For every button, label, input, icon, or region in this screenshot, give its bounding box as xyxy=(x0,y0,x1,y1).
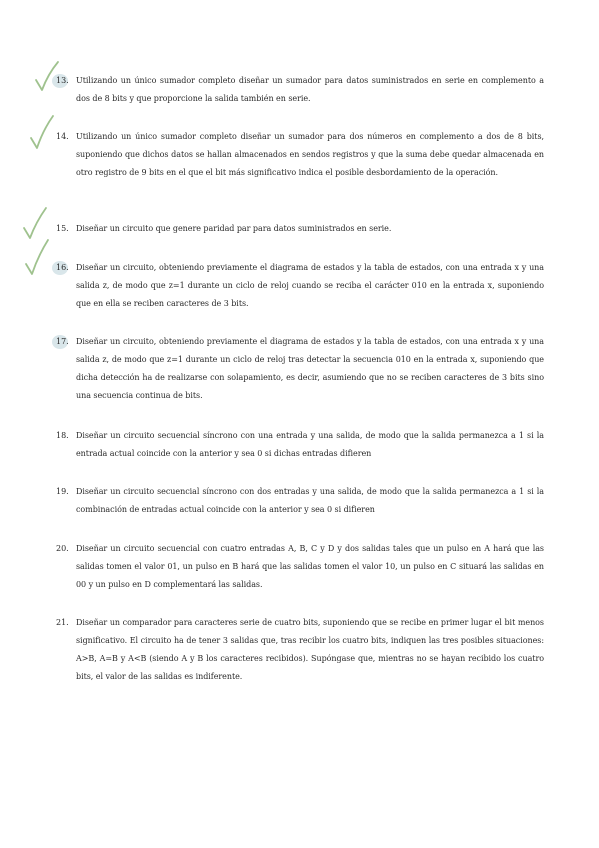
exercise-number: 14. xyxy=(56,132,69,141)
exercise-text: Diseñar un circuito secuencial síncrono con dos entradas y una salida, de modo que la salida permanezca a 1 si la combinación de entradas actual coincide con la anterior y sea 0 si difieren xyxy=(76,487,544,514)
exercise-17 xyxy=(56,333,544,405)
exercise-16 xyxy=(56,259,544,313)
exercise-number: 13. xyxy=(56,72,74,90)
exercise-text: Diseñar un circuito que genere paridad par para datos suministrados en serie. xyxy=(76,224,392,233)
exercise-number: 16. xyxy=(56,259,74,277)
exercise-18 xyxy=(56,427,544,463)
exercise-text: Diseñar un circuito secuencial con cuatro entradas A, B, C y D y dos salidas tales que un pulso en A hará que las salidas tomen el valor 01, un pulso en B hará que las salidas tomen el valor 10, un pulso en C situará las salidas en 00 y un pulso en D complementará las salidas. xyxy=(76,544,544,589)
checkmark-icon xyxy=(22,206,48,242)
exercise-14 xyxy=(56,128,544,182)
exercise-21 xyxy=(56,614,544,686)
exercise-number: 18. xyxy=(56,431,69,440)
exercise-text: Diseñar un circuito secuencial síncrono con una entrada y una salida, de modo que la salida permanezca a 1 si la entrada actual coincide con la anterior y sea 0 si dichas entradas difieren xyxy=(76,431,544,458)
exercise-text: Diseñar un circuito, obteniendo previamente el diagrama de estados y la tabla de estados, con una entrada x y una salida z, de modo que z=1 durante un ciclo de reloj cuando se reciba el carácter 010 en la entrada x, suponiendo que en ella se reciben caracteres de 3 bits. xyxy=(76,263,544,308)
exercise-number: 20. xyxy=(56,544,69,553)
exercise-text: Utilizando un único sumador completo diseñar un sumador para datos suministrados en serie en complemento a dos de 8 bits y que proporcione la salida también en serie. xyxy=(76,76,544,103)
exercise-number: 19. xyxy=(56,487,69,496)
checkmark-icon xyxy=(24,238,50,278)
exercise-text: Diseñar un comparador para caracteres serie de cuatro bits, suponiendo que se recibe en primer lugar el bit menos significativo. El circuito ha de tener 3 salidas que, tras recibir los cuatro bits, indiquen las tres posibles situaciones: A>B, A=B y A<B (siendo A y B los caracteres recibidos). Supóngase que, mientras no se hayan recibido los cuatro bits, el valor de las salidas es indiferente. xyxy=(76,618,544,681)
exercise-number: 15. xyxy=(56,224,69,233)
exercise-15 xyxy=(56,220,544,238)
exercise-text: Diseñar un circuito, obteniendo previamente el diagrama de estados y la tabla de estados, con una entrada x y una salida z, de modo que z=1 durante un ciclo de reloj tras detectar la secuencia 010 en la entrada x, suponiendo que dicha detección ha de realizarse con solapamiento, es decir, asumiendo que no se reciben caracteres de 3 bits sino una secuencia continua de bits. xyxy=(76,337,544,400)
exercise-number: 21. xyxy=(56,618,69,627)
exercise-13 xyxy=(56,72,544,108)
exercise-text: Utilizando un único sumador completo diseñar un sumador para dos números en complemento a dos de 8 bits, suponiendo que dichos datos se hallan almacenados en sendos registros y que la suma debe quedar almacenada en otro registro de 9 bits en el que el bit más significativo indica el posible desbordamiento de la operación. xyxy=(76,132,544,177)
exercise-number: 17. xyxy=(56,333,74,351)
exercise-20 xyxy=(56,540,544,594)
exercise-19 xyxy=(56,483,544,519)
checkmark-icon xyxy=(29,114,55,152)
